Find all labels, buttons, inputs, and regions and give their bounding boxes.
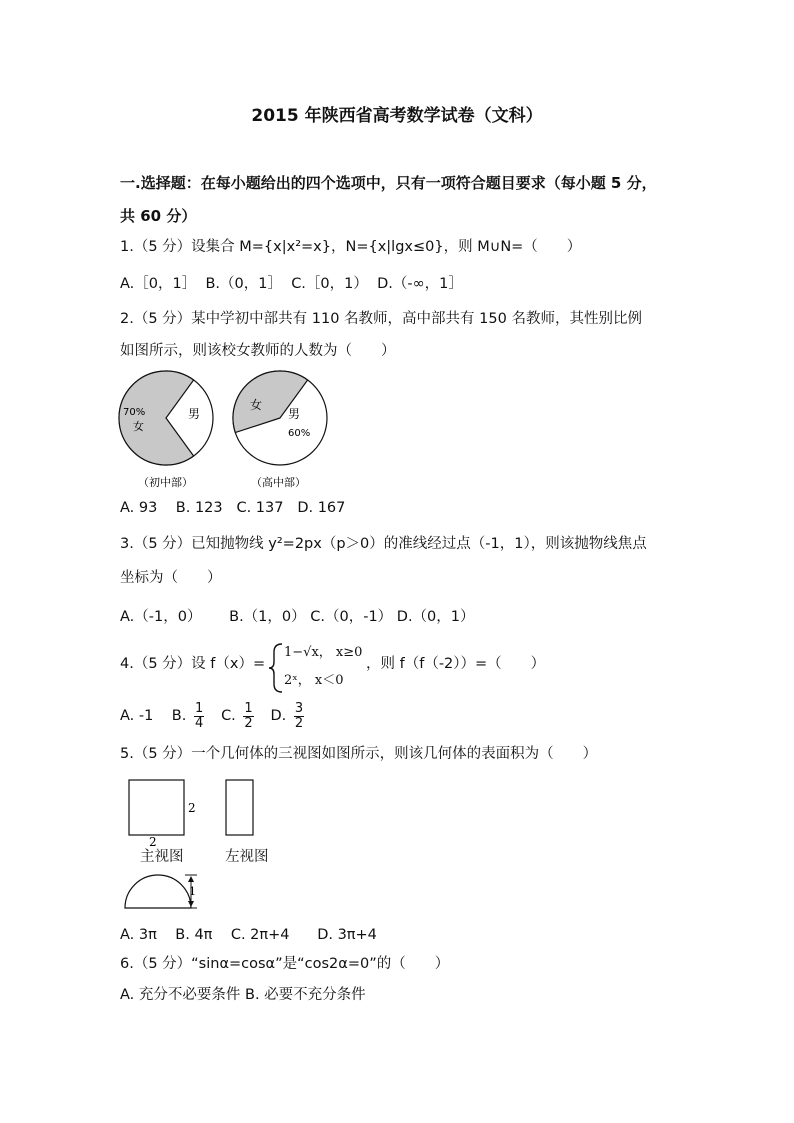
q5-option-c: C. 2π+4 — [230, 927, 290, 943]
pie-junior-female-pct: 70% — [123, 407, 146, 418]
top-view-radius-dim: 1 — [189, 885, 196, 898]
q3-option-c: C.（0，-1） — [310, 609, 393, 625]
q6-options — [120, 987, 366, 1004]
question-3-stem: 3.（5 分）已知抛物线 y²=2px（p＞0）的准线经过点（-1，1），则该抛物线焦点 — [120, 536, 647, 552]
pie-senior-male-pct: 60% — [288, 428, 311, 439]
pie-junior-male-label: 男 — [188, 407, 201, 421]
pie-junior — [119, 371, 213, 465]
q1-option-b: B.（0，1］ — [205, 276, 282, 292]
q3-option-d: D.（0，1） — [396, 609, 475, 625]
q6-option-a: A. 充分不必要条件 — [120, 987, 241, 1003]
question-2-stem: 2.（5 分）某中学初中部共有 110 名教师，高中部共有 150 名教师，其性别比例 — [120, 311, 642, 327]
q4-option-d-label: D. — [270, 708, 287, 725]
question-4-stem-prefix: 4.（5 分）设 f（x）= — [120, 656, 266, 672]
piecewise-case-1: 1−√x， x≥0 — [284, 645, 363, 660]
question-6-stem: 6.（5 分）“sinα=cosα”是“cos2α=0”的（ ） — [120, 956, 450, 972]
q5-option-b: B. 4π — [175, 927, 213, 943]
q4-option-b-label: B. — [171, 708, 187, 725]
q4-option-d-fraction: $\frac{3}{2}$ — [294, 701, 304, 731]
pie-junior-caption: （初中部） — [138, 476, 193, 489]
question-4-stem-suffix: ，则 f（f（-2））=（ ） — [366, 656, 546, 672]
pie-charts-figure — [118, 370, 348, 495]
q4-option-c-label: C. — [221, 708, 236, 725]
question-3-stem-cont: 坐标为（ ） — [120, 570, 222, 586]
q4-option-a: A. -1 — [120, 708, 154, 725]
q3-option-b: B.（1，0） — [229, 609, 306, 625]
section-heading-cont: 共 60 分） — [120, 207, 197, 225]
question-5-stem: 5.（5 分）一个几何体的三视图如图所示，则该几何体的表面积为（ ） — [120, 746, 598, 762]
pie-junior-female-label: 女 — [133, 420, 144, 433]
q2-option-a: A. 93 — [120, 500, 158, 516]
section-heading: 一.选择题：在每小题给出的四个选项中，只有一项符合题目要求（每小题 5 分， — [120, 174, 657, 192]
piecewise-case-2: 2ˣ， x＜0 — [284, 673, 344, 688]
side-view-rect — [226, 780, 253, 835]
pie-senior-female-label: 女 — [250, 398, 263, 412]
q5-option-d: D. 3π+4 — [317, 927, 377, 943]
q2-option-b: B. 123 — [175, 500, 223, 516]
front-view-height-dim: 2 — [188, 801, 196, 815]
q1-option-a: A.［0，1］ — [120, 276, 197, 292]
q4-options — [120, 702, 307, 730]
q5-option-a: A. 3π — [120, 927, 157, 943]
q3-option-a: A.（-1，0） — [120, 609, 202, 625]
question-2-stem-cont: 如图所示，则该校女教师的人数为（ ） — [120, 343, 396, 359]
q2-option-c: C. 137 — [236, 500, 284, 516]
side-view-label: 左视图 — [225, 849, 269, 865]
q1-options — [120, 276, 463, 293]
front-view-square — [129, 780, 184, 835]
pie-senior — [233, 371, 327, 465]
question-1-stem: 1.（5 分）设集合 M={x|x²=x}，N={x|lgx≤0}，则 M∪N=（ ） — [120, 239, 582, 255]
three-view-figure — [118, 772, 298, 914]
q1-option-d: D.（-∞，1］ — [377, 276, 463, 292]
pie-senior-caption: （高中部） — [251, 476, 306, 489]
q3-options — [120, 609, 475, 626]
q6-option-b: B. 必要不充分条件 — [245, 987, 366, 1003]
pie-senior-male-label: 男 — [288, 407, 301, 421]
q2-option-d: D. 167 — [297, 500, 346, 516]
q2-options — [120, 500, 345, 517]
q4-option-c-fraction: $\frac{1}{2}$ — [244, 701, 253, 731]
q5-options — [120, 927, 377, 944]
top-view-semicircle — [125, 875, 191, 908]
front-view-label: 主视图 — [140, 849, 184, 865]
front-view-width-dim: 2 — [149, 835, 157, 849]
page-title: 2015 年陕西省高考数学试卷（文科） — [251, 106, 543, 126]
q4-option-b-fraction: $\frac{1}{4}$ — [194, 701, 204, 731]
q1-option-c: C.［0，1） — [291, 276, 368, 292]
